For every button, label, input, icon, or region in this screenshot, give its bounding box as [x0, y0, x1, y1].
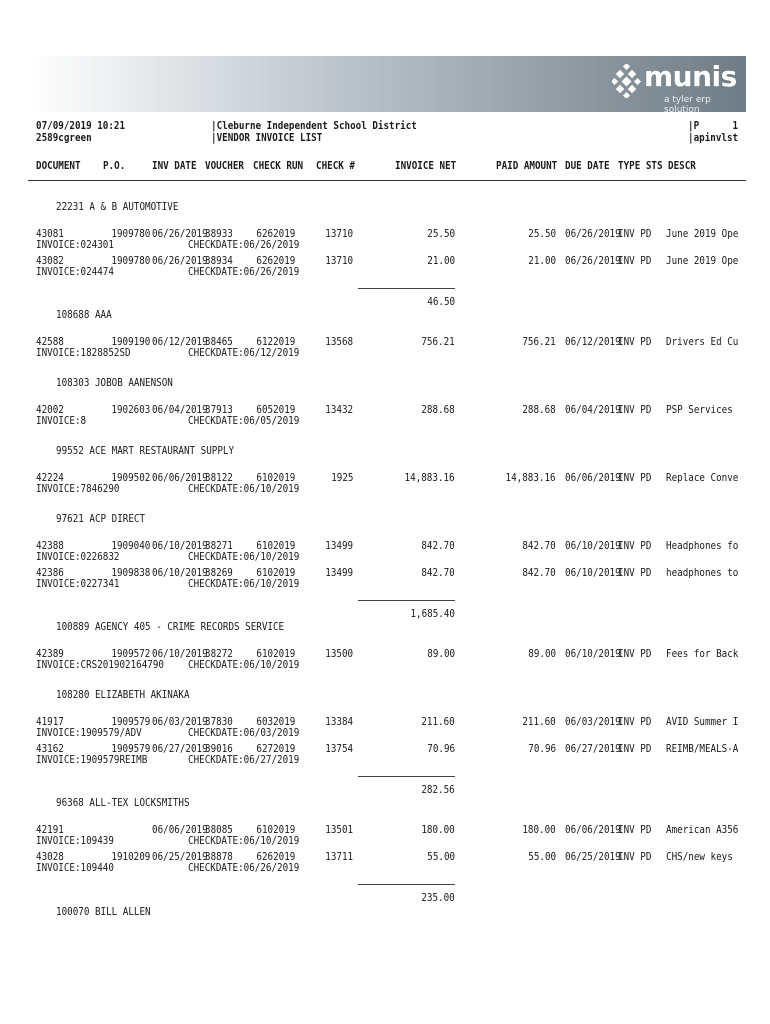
invoice-date: 06/10/2019 [152, 647, 208, 660]
invoice-date: 06/06/2019 [152, 823, 208, 836]
document-number: 43081 [36, 227, 64, 240]
paid-amount: 70.96 [528, 742, 556, 755]
description: CHS/new keys [666, 850, 733, 863]
header-banner [28, 56, 746, 115]
check-date: CHECKDATE:06/10/2019 [188, 658, 300, 671]
due-date: 06/06/2019 [565, 471, 621, 484]
vendor-name: 22231 A & B AUTOMOTIVE [56, 200, 179, 213]
type-status: INV PD [618, 823, 652, 836]
report-user: 2589cgreen [36, 131, 92, 144]
vendor-subtotal: 46.50 [427, 295, 455, 308]
document-number: 42002 [36, 403, 64, 416]
check-run: 6272019 [256, 742, 295, 755]
invoice-date: 06/12/2019 [152, 335, 208, 348]
type-status: INV PD [618, 254, 652, 267]
subtotal-rule [358, 884, 455, 885]
report-datetime: 07/09/2019 10:21 [36, 119, 126, 132]
check-run: 6262019 [256, 227, 295, 240]
paid-amount: 180.00 [522, 823, 556, 836]
invoice-net: 25.50 [427, 227, 455, 240]
paid-amount: 288.68 [522, 403, 556, 416]
description: Replace Conve [666, 471, 739, 484]
document-number: 42588 [36, 335, 64, 348]
invoice-net: 211.60 [421, 715, 455, 728]
paid-amount: 756.21 [522, 335, 556, 348]
invoice-date: 06/25/2019 [152, 850, 208, 863]
description: Drivers Ed Cu [666, 335, 739, 348]
check-run: 6102019 [256, 647, 295, 660]
type-status: INV PD [618, 647, 652, 660]
due-date: 06/03/2019 [565, 715, 621, 728]
check-date: CHECKDATE:06/03/2019 [188, 726, 300, 739]
col-due-date: DUE DATE [565, 159, 610, 172]
brand-name: munis [644, 60, 737, 93]
invoice-id: INVOICE:1828852SD [36, 346, 131, 359]
voucher-number: 38272 [205, 647, 233, 660]
col-document: DOCUMENT [36, 159, 81, 172]
check-number: 13500 [325, 647, 353, 660]
description: Headphones fo [666, 539, 739, 552]
check-run: 6262019 [256, 254, 295, 267]
po-number: 1909780 [111, 254, 150, 267]
paid-amount: 842.70 [522, 566, 556, 579]
col-invoice-net: INVOICE NET [395, 159, 457, 172]
check-date: CHECKDATE:06/10/2019 [188, 834, 300, 847]
subtotal-rule [358, 776, 455, 777]
col-voucher: VOUCHER [205, 159, 244, 172]
invoice-date: 06/26/2019 [152, 254, 208, 267]
invoice-net: 842.70 [421, 566, 455, 579]
invoice-id: INVOICE:0227341 [36, 577, 120, 590]
paid-amount: 25.50 [528, 227, 556, 240]
invoice-id: INVOICE:0226832 [36, 550, 120, 563]
type-status: INV PD [618, 742, 652, 755]
po-number: 1909579 [111, 715, 150, 728]
subtotal-rule [358, 600, 455, 601]
check-date: CHECKDATE:06/26/2019 [188, 265, 300, 278]
subtotal-rule [358, 288, 455, 289]
po-number: 1909838 [111, 566, 150, 579]
invoice-net: 55.00 [427, 850, 455, 863]
due-date: 06/06/2019 [565, 823, 621, 836]
vendor-subtotal: 1,685.40 [410, 607, 455, 620]
invoice-date: 06/10/2019 [152, 539, 208, 552]
voucher-number: 37830 [205, 715, 233, 728]
check-number: 13432 [325, 403, 353, 416]
due-date: 06/12/2019 [565, 335, 621, 348]
invoice-id: INVOICE:CRS201902164790 [36, 658, 164, 671]
check-run: 6122019 [256, 335, 295, 348]
po-number: 1909190 [111, 335, 150, 348]
invoice-date: 06/06/2019 [152, 471, 208, 484]
invoice-id: INVOICE:109439 [36, 834, 114, 847]
document-number: 43082 [36, 254, 64, 267]
check-date: CHECKDATE:06/10/2019 [188, 577, 300, 590]
report-title: |VENDOR INVOICE LIST [211, 131, 323, 144]
type-status: INV PD [618, 403, 652, 416]
vendor-name: 108688 AAA [56, 308, 112, 321]
due-date: 06/04/2019 [565, 403, 621, 416]
check-run: 6032019 [256, 715, 295, 728]
description: REIMB/MEALS-A [666, 742, 739, 755]
check-run: 6102019 [256, 539, 295, 552]
check-date: CHECKDATE:06/26/2019 [188, 238, 300, 251]
invoice-id: INVOICE:1909579REIMB [36, 753, 148, 766]
check-date: CHECKDATE:06/05/2019 [188, 414, 300, 427]
type-status: INV PD [618, 715, 652, 728]
district-name: |Cleburne Independent School District [211, 119, 417, 132]
description: June 2019 Ope [666, 227, 739, 240]
due-date: 06/10/2019 [565, 566, 621, 579]
header-divider [28, 180, 746, 181]
voucher-number: 39016 [205, 742, 233, 755]
check-number: 13499 [325, 539, 353, 552]
due-date: 06/10/2019 [565, 539, 621, 552]
munis-logo-icon [612, 64, 642, 98]
invoice-net: 288.68 [421, 403, 455, 416]
type-status: INV PD [618, 539, 652, 552]
check-date: CHECKDATE:06/26/2019 [188, 861, 300, 874]
po-number: 1902603 [111, 403, 150, 416]
description: American A356 [666, 823, 739, 836]
type-status: INV PD [618, 471, 652, 484]
vendor-subtotal: 282.56 [421, 783, 455, 796]
invoice-id: INVOICE:1909579/ADV [36, 726, 142, 739]
document-number: 43028 [36, 850, 64, 863]
po-number: 1909502 [111, 471, 150, 484]
col-descr: DESCR [668, 159, 696, 172]
vendor-name: 100889 AGENCY 405 - CRIME RECORDS SERVICE [56, 620, 285, 633]
voucher-number: 38878 [205, 850, 233, 863]
vendor-subtotal: 235.00 [421, 891, 455, 904]
voucher-number: 38271 [205, 539, 233, 552]
type-status: INV PD [618, 227, 652, 240]
po-number: 1910209 [111, 850, 150, 863]
paid-amount: 55.00 [528, 850, 556, 863]
vendor-name: 97621 ACP DIRECT [56, 512, 146, 525]
paid-amount: 21.00 [528, 254, 556, 267]
invoice-net: 89.00 [427, 647, 455, 660]
check-number: 13710 [325, 227, 353, 240]
check-number: 13568 [325, 335, 353, 348]
document-number: 42389 [36, 647, 64, 660]
voucher-number: 38934 [205, 254, 233, 267]
paid-amount: 89.00 [528, 647, 556, 660]
col-inv-date: INV DATE [152, 159, 197, 172]
voucher-number: 38933 [205, 227, 233, 240]
check-number: 13499 [325, 566, 353, 579]
invoice-net: 180.00 [421, 823, 455, 836]
document-number: 42191 [36, 823, 64, 836]
col-check-run: CHECK RUN [253, 159, 304, 172]
page-number: |P 1 [688, 119, 739, 132]
check-date: CHECKDATE:06/10/2019 [188, 482, 300, 495]
description: June 2019 Ope [666, 254, 739, 267]
vendor-name: 100070 BILL ALLEN [56, 905, 151, 918]
voucher-number: 37913 [205, 403, 233, 416]
invoice-date: 06/26/2019 [152, 227, 208, 240]
check-date: CHECKDATE:06/27/2019 [188, 753, 300, 766]
invoice-net: 21.00 [427, 254, 455, 267]
document-number: 42386 [36, 566, 64, 579]
col-check-no: CHECK # [316, 159, 355, 172]
check-date: CHECKDATE:06/10/2019 [188, 550, 300, 563]
invoice-net: 756.21 [421, 335, 455, 348]
col-po: P.O. [103, 159, 126, 172]
vendor-name: 96368 ALL-TEX LOCKSMITHS [56, 796, 190, 809]
paid-amount: 14,883.16 [505, 471, 556, 484]
po-number: 1909572 [111, 647, 150, 660]
check-number: 13384 [325, 715, 353, 728]
document-number: 41917 [36, 715, 64, 728]
description: headphones to [666, 566, 739, 579]
type-status: INV PD [618, 566, 652, 579]
invoice-net: 70.96 [427, 742, 455, 755]
type-status: INV PD [618, 335, 652, 348]
invoice-date: 06/03/2019 [152, 715, 208, 728]
vendor-name: 99552 ACE MART RESTAURANT SUPPLY [56, 444, 235, 457]
check-number: 13754 [325, 742, 353, 755]
check-number: 13710 [325, 254, 353, 267]
due-date: 06/26/2019 [565, 254, 621, 267]
voucher-number: 38122 [205, 471, 233, 484]
invoice-id: INVOICE:024474 [36, 265, 114, 278]
brand-tagline: a tyler erp solution [664, 95, 711, 115]
invoice-date: 06/04/2019 [152, 403, 208, 416]
vendor-name: 108303 JOBOB AANENSON [56, 376, 173, 389]
po-number: 1909579 [111, 742, 150, 755]
type-status: INV PD [618, 850, 652, 863]
check-number: 13501 [325, 823, 353, 836]
col-paid-amount: PAID AMOUNT [496, 159, 558, 172]
voucher-number: 38085 [205, 823, 233, 836]
munis-logo [612, 60, 737, 115]
document-number: 42388 [36, 539, 64, 552]
invoice-id: INVOICE:7846290 [36, 482, 120, 495]
check-run: 6102019 [256, 471, 295, 484]
invoice-date: 06/10/2019 [152, 566, 208, 579]
due-date: 06/25/2019 [565, 850, 621, 863]
due-date: 06/27/2019 [565, 742, 621, 755]
check-run: 6102019 [256, 823, 295, 836]
description: PSP Services [666, 403, 733, 416]
invoice-id: INVOICE:109440 [36, 861, 114, 874]
check-number: 1925 [330, 471, 353, 484]
vendor-name: 108280 ELIZABETH AKINAKA [56, 688, 190, 701]
po-number: 1909040 [111, 539, 150, 552]
invoice-net: 14,883.16 [404, 471, 455, 484]
paid-amount: 842.70 [522, 539, 556, 552]
check-date: CHECKDATE:06/12/2019 [188, 346, 300, 359]
due-date: 06/10/2019 [565, 647, 621, 660]
description: AVID Summer I [666, 715, 739, 728]
check-number: 13711 [325, 850, 353, 863]
invoice-id: INVOICE:024301 [36, 238, 114, 251]
po-number: 1909780 [111, 227, 150, 240]
invoice-net: 842.70 [421, 539, 455, 552]
invoice-id: INVOICE:8 [36, 414, 87, 427]
voucher-number: 38465 [205, 335, 233, 348]
check-run: 6102019 [256, 566, 295, 579]
document-number: 42224 [36, 471, 64, 484]
check-run: 6052019 [256, 403, 295, 416]
check-run: 6262019 [256, 850, 295, 863]
paid-amount: 211.60 [522, 715, 556, 728]
description: Fees for Back [666, 647, 739, 660]
col-type-sts: TYPE STS [618, 159, 663, 172]
document-number: 43162 [36, 742, 64, 755]
invoice-date: 06/27/2019 [152, 742, 208, 755]
due-date: 06/26/2019 [565, 227, 621, 240]
program-name: |apinvlst [688, 131, 739, 144]
voucher-number: 38269 [205, 566, 233, 579]
